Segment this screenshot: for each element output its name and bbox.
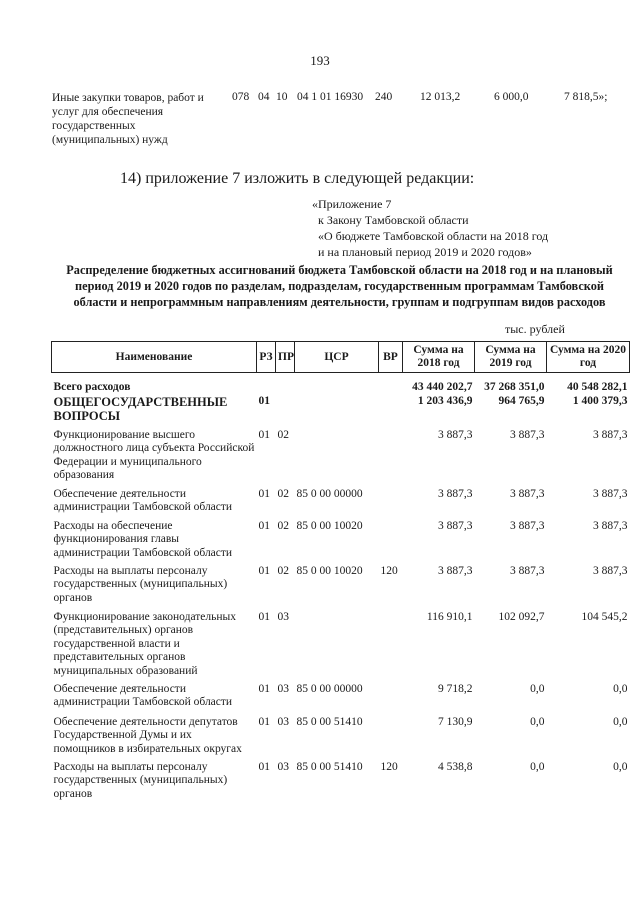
row-csr: 85 0 00 00000 <box>296 682 363 695</box>
row-vr <box>379 611 403 683</box>
row-vr: 120 <box>380 564 398 577</box>
row-2018: 43 440 202,7 <box>412 381 473 393</box>
row-2019: 3 887,3 <box>510 519 545 532</box>
row-2020: 0,0 <box>613 715 628 728</box>
row-vr <box>379 395 403 429</box>
table-row <box>52 716 630 761</box>
table-row <box>52 761 630 807</box>
prev-row-2018: 12 013,2 <box>420 91 461 103</box>
row-2020: 104 545,2 <box>581 610 628 623</box>
row-2019: 0,0 <box>530 760 545 773</box>
row-vr <box>379 520 403 565</box>
row-pr <box>276 373 295 395</box>
table-row <box>52 395 630 429</box>
row-rz: 01 <box>258 519 270 532</box>
instruction: 14) приложение 7 изложить в следующей редакции: <box>120 170 475 187</box>
row-name: Обеспечение деятельности депутатов Государственной Думы и их помощников в избирательных округах <box>53 715 242 755</box>
row-pr: 02 <box>277 487 289 500</box>
row-name: Обеспечение деятельности администрации Тамбовской области <box>53 487 233 513</box>
row-2020: 1 400 379,3 <box>572 394 628 407</box>
page-number: 193 <box>310 53 330 68</box>
col-2020-header: Сумма на 2020 год <box>547 342 630 373</box>
row-pr <box>276 395 295 429</box>
table-row <box>52 683 630 716</box>
row-vr <box>379 683 403 716</box>
row-name: Обеспечение деятельности администрации Тамбовской области <box>53 682 233 708</box>
col-vr-header: ВР <box>379 342 403 373</box>
row-pr: 03 <box>277 610 289 623</box>
row-2020: 0,0 <box>613 682 628 695</box>
row-pr: 03 <box>277 682 289 695</box>
prev-row-2020: 7 818,5»; <box>564 91 608 103</box>
unit-label: тыс. рублей <box>505 322 565 336</box>
row-name: Функционирование высшего должностного лица субъекта Российской Федерации и муниципального образования <box>53 428 255 481</box>
prev-row-rz: 04 <box>258 91 270 103</box>
row-csr <box>295 429 379 488</box>
row-2019: 3 887,3 <box>510 564 545 577</box>
row-vr <box>379 716 403 761</box>
col-pr-header: ПР <box>276 342 295 373</box>
appendix-line-4: и на плановый период 2019 и 2020 годов» <box>318 245 532 259</box>
row-2019: 0,0 <box>530 715 545 728</box>
row-rz: 01 <box>258 487 270 500</box>
row-csr <box>295 611 379 683</box>
prev-row-2019: 6 000,0 <box>494 91 529 103</box>
row-name: Расходы на выплаты персоналу государственных (муниципальных) органов <box>53 564 228 604</box>
prev-row-name: Иные закупки товаров, работ и услуг для обеспечения государственных (муниципальных) нужд <box>52 92 204 146</box>
row-2020: 3 887,3 <box>593 564 628 577</box>
row-rz: 01 <box>258 564 270 577</box>
row-pr: 03 <box>277 715 289 728</box>
document-title: Распределение бюджетных ассигнований бюджета Тамбовской области на 2018 год и на плановый период 2019 и 2020 годов по разделам, подразделам, государственным программам Тамбовской области и непрограммным направлениям деятельности, группам и подгруппам видов расходов <box>66 263 613 309</box>
appendix-line-1: «Приложение 7 <box>312 197 392 211</box>
row-csr: 85 0 00 10020 <box>296 564 363 577</box>
table-row <box>52 488 630 520</box>
col-name-header: Наименование <box>52 342 257 373</box>
table-row <box>52 373 630 395</box>
row-2018: 3 887,3 <box>438 487 473 500</box>
prev-row-vr: 240 <box>375 91 393 103</box>
row-csr: 85 0 00 10020 <box>296 519 363 532</box>
col-csr-header: ЦСР <box>295 342 379 373</box>
row-name: Расходы на обеспечение функционирования главы администрации Тамбовской области <box>53 519 233 559</box>
table-row <box>52 429 630 488</box>
row-vr: 120 <box>380 760 398 773</box>
row-rz: 01 <box>258 394 270 407</box>
appendix-line-3: «О бюджете Тамбовской области на 2018 год <box>318 229 549 243</box>
row-csr: 85 0 00 51410 <box>296 715 363 728</box>
row-csr <box>295 395 379 429</box>
prev-row-csr: 04 1 01 16930 <box>297 91 364 103</box>
row-2020: 3 887,3 <box>593 519 628 532</box>
row-vr <box>379 429 403 488</box>
table-row <box>52 611 630 683</box>
row-2019: 964 765,9 <box>498 394 545 407</box>
row-rz: 01 <box>258 610 270 623</box>
row-2019: 3 887,3 <box>510 428 545 441</box>
row-csr: 85 0 00 00000 <box>296 487 363 500</box>
row-2018: 116 910,1 <box>426 610 473 623</box>
row-rz: 01 <box>258 682 270 695</box>
col-2019-header: Сумма на 2019 год <box>475 342 547 373</box>
row-2018: 3 887,3 <box>438 564 473 577</box>
table-header-row <box>52 342 630 373</box>
row-pr: 02 <box>277 519 289 532</box>
row-pr: 02 <box>277 564 289 577</box>
row-2018: 7 130,9 <box>438 715 473 728</box>
row-vr <box>379 488 403 520</box>
row-2020: 40 548 282,1 <box>567 381 628 393</box>
row-vr <box>379 373 403 395</box>
appendix-line-2: к Закону Тамбовской области <box>318 213 469 227</box>
row-name: Всего расходов <box>53 381 131 393</box>
col-rz-header: РЗ <box>257 342 276 373</box>
row-csr <box>295 373 379 395</box>
budget-table <box>51 341 630 807</box>
row-2018: 1 203 436,9 <box>417 394 473 407</box>
col-2018-header: Сумма на 2018 год <box>403 342 475 373</box>
row-rz <box>257 373 276 395</box>
prev-row-pr: 10 <box>276 91 288 103</box>
row-2018: 9 718,2 <box>438 682 473 695</box>
row-2020: 3 887,3 <box>593 428 628 441</box>
row-csr: 85 0 00 51410 <box>296 760 363 773</box>
row-2018: 3 887,3 <box>438 428 473 441</box>
table-row <box>52 520 630 565</box>
table-row <box>52 565 630 611</box>
row-2019: 37 268 351,0 <box>484 381 545 393</box>
row-2019: 0,0 <box>530 682 545 695</box>
prev-row-code: 078 <box>232 91 250 103</box>
row-name: ОБЩЕГОСУДАРСТВЕННЫЕ ВОПРОСЫ <box>53 394 228 423</box>
row-rz: 01 <box>258 715 270 728</box>
row-2018: 3 887,3 <box>438 519 473 532</box>
appendix-note <box>312 196 548 260</box>
row-rz: 01 <box>258 760 270 773</box>
row-pr: 02 <box>277 428 289 441</box>
row-rz: 01 <box>258 428 270 441</box>
row-pr: 03 <box>277 760 289 773</box>
row-name: Расходы на выплаты персоналу государственных (муниципальных) органов <box>53 760 228 800</box>
row-2020: 3 887,3 <box>593 487 628 500</box>
row-name: Функционирование законодательных (представительных) органов государственной власти и представительных органов муниципальных образований <box>53 610 236 677</box>
row-2018: 4 538,8 <box>438 760 473 773</box>
row-2019: 3 887,3 <box>510 487 545 500</box>
row-2020: 0,0 <box>613 760 628 773</box>
row-2019: 102 092,7 <box>498 610 545 623</box>
